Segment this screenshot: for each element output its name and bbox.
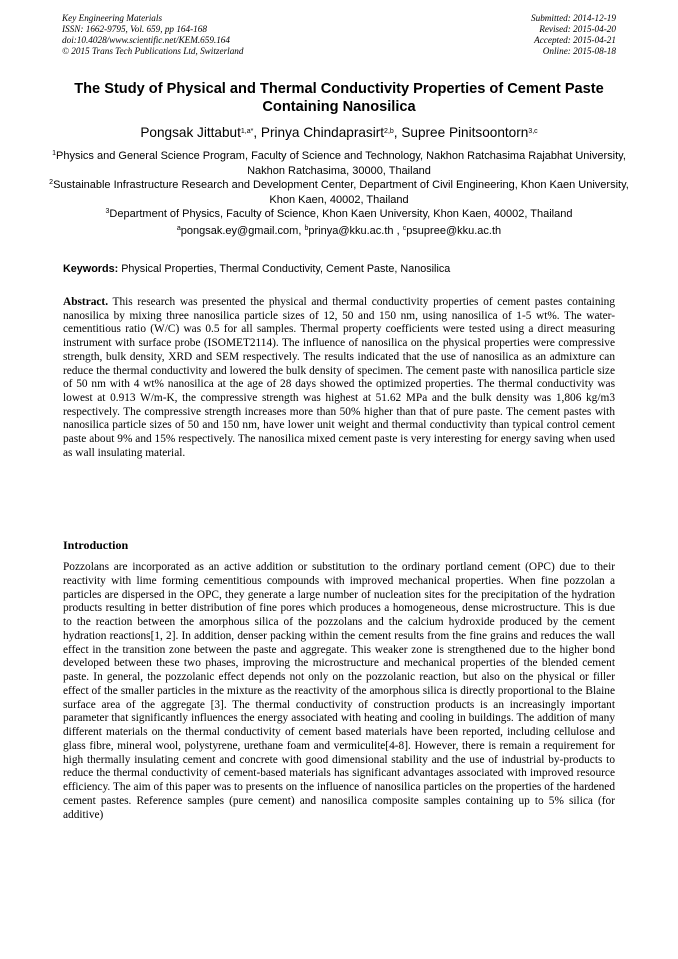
author-superscript: 1,a* (240, 128, 254, 135)
affiliation-text: Department of Physics, Faculty of Science, Khon Kaen University, Khon Kaen, 40002, Thailand (109, 208, 573, 220)
journal-issn: ISSN: 1662-9795, Vol. 659, pp 164-168 (62, 24, 207, 34)
date-online: Online: 2015-08-18 (542, 46, 616, 56)
affiliation (40, 178, 638, 207)
keywords (63, 262, 615, 276)
email-superscript: b (304, 225, 309, 232)
keywords-label: Keywords: (63, 263, 119, 275)
author-superscript: 2,b (384, 128, 394, 135)
affiliation-list (40, 149, 638, 222)
publication-dates (531, 13, 616, 57)
affiliation (40, 149, 638, 178)
abstract-label: Abstract. (63, 296, 109, 308)
paper-title: The Study of Physical and Thermal Conductivity Properties of Cement Paste Containing Nanosilica (74, 81, 604, 115)
journal-name: Key Engineering Materials (62, 13, 163, 23)
abstract-text: This research was presented the physical and thermal conductivity properties of cement pastes containing nanosilica by mixing three nanosilica particle sizes of 12, 50 and 150 nm, using nanosilica of 1-5 wt%. The water-cementitious ratio (W/C) was 0.5 for all samples. Thermal property coefficients were tested using a direct measuring instrument with surface probe (ISOMET2114). The influence of nanosilica on the physical properties were compressive strength, bulk density, XRD and SEM respectively. The results indicated that the use of nanosilica as an admixture can reduce the thermal conductivity and lowered the bulk density of specimen. The cement paste with nanosilica particle size of 50 nm with 4 wt% nanosilica at the age of 28 days showed the optimized properties. The thermal conductivity was lowest at 0.913 W/m-K, the compressive strength was highest at 51.62 MPa and the bulk density was 1,806 kg/m3 respectively. The compressive strength increases more than 50% higher than that of pure paste. The cement pastes with nanosilica particle sizes of 50 and 150 nm, have lower unit weight and thermal conductivity than typical control cement paste about 9% and 15% respectively. The nanosilica mixed cement paste is very interesting for energy saving when used as wall insulating material. (63, 296, 615, 459)
email-superscript: a (176, 225, 181, 232)
keywords-text: Physical Properties, Thermal Conductivity, Cement Paste, Nanosilica (121, 263, 451, 275)
affiliation-text: Sustainable Infrastructure Research and Development Center, Department of Civil Engineering, Khon Kaen University, Khon Kaen, 40002, Thailand (53, 179, 629, 206)
affiliation (40, 207, 638, 222)
email-list: $^a$pongsak.ey@gmail.com, $^b$prinya@kku.ac.th , $^c$psupree@kku.ac.th (176, 225, 502, 237)
journal-doi: doi:10.4028/www.scientific.net/KEM.659.164 (62, 35, 230, 45)
affiliation-number: 2 (49, 179, 54, 186)
date-accepted: Accepted: 2015-04-21 (534, 35, 616, 45)
introduction-heading: Introduction (63, 538, 129, 552)
author-name: Pongsak Jittabut (140, 125, 241, 140)
journal-info (62, 13, 243, 57)
date-submitted: Submitted: 2014-12-19 (531, 13, 616, 23)
date-revised: Revised: 2015-04-20 (539, 24, 616, 34)
author-list: Pongsak Jittabut$^{1,a*}$, Prinya Chindaprasirt$^{2,b}$, Supree Pinitsoontorn$^{3,c}$ (140, 125, 538, 140)
journal-copyright: © 2015 Trans Tech Publications Ltd, Switzerland (62, 46, 244, 56)
author-name: Supree Pinitsoontorn (401, 125, 529, 140)
affiliation-number: 3 (105, 208, 110, 215)
email-link[interactable]: prinya@kku.ac.th (308, 225, 394, 237)
introduction-body: Pozzolans are incorporated as an active addition or substitution to the ordinary portland cement (OPC) due to their reactivity with lime forming cementitious compounds with improved mechanical properties. When fine pozzolan a particles are dispersed in the OPC, they generate a large number of nucleation sites for the precipitation of the hydration products resulting in better distribution of fine pores which produces a homogeneous, dense microstructure. This is due to the reaction between the amorphous silica of the pozzolans and the calcium hydroxide produced by the cement hydration reactions[1, 2]. In addition, denser packing within the cement results from the fine grains and reduces the wall effect in the transition zone between the paste and aggregate. This weaker zone is strengthened due to the higher bond developed between these two phases, improving the microstructure and mechanical properties of the blended cement paste. In general, the pozzolanic effect depends not only on the pozzolanic reaction, but also on the physical or filler effect of the smaller particles in the mixture as the reactivity of the amorphous silica is directly proportional to the Blaine surface area of the aggregate [3]. The thermal conductivity of construction products is an increasingly important parameter that significantly influences the energy associated with heating and cooling in buildings. The addition of many different materials on the thermal conductivity of cement based materials have been reported, including cellulose and glass fibre, mineral wool, polystyrene, urethane foam and vermiculite[4-8]. However, there is remain a requirement for high thermally insulating cement and concrete with good dimensional stability and the use of industrial by-products to reduce the thermal conductivity of cement-based materials has significant advantages associated with improved resource efficiency. The aim of this paper was to presents on the influence of nanosilica particles on the properties of the hardened cement pastes. Reference samples (pure cement) and nanosilica composite samples containing up to 5% silica (for additive) (63, 561, 615, 821)
author-superscript: 3,c (528, 128, 538, 135)
affiliation-text: Physics and General Science Program, Faculty of Science and Technology, Nakhon Ratchasima Rajabhat University, Nakhon Ratchasima, 30000, Thailand (56, 150, 626, 177)
email-superscript: c (402, 225, 407, 232)
abstract (63, 296, 615, 460)
email-link[interactable]: psupree@kku.ac.th (406, 225, 502, 237)
affiliation-number: 1 (52, 150, 57, 157)
email-link[interactable]: pongsak.ey@gmail.com (180, 225, 299, 237)
author-name: Prinya Chindaprasirt (260, 125, 385, 140)
